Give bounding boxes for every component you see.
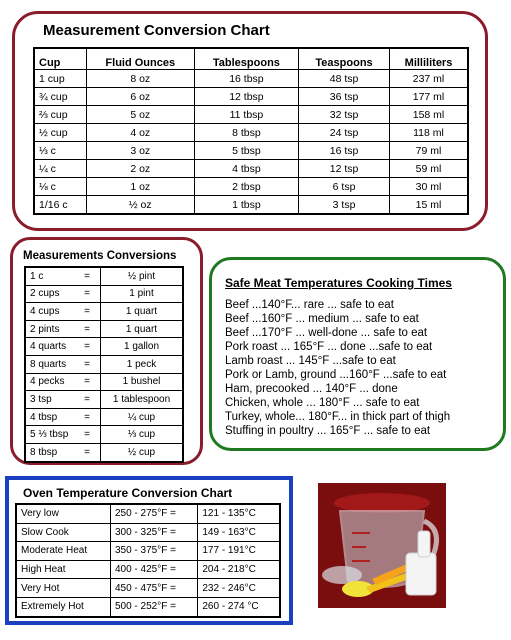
cell-to-amount: ½ cup xyxy=(101,443,184,461)
measurement-conversion-table xyxy=(33,47,469,215)
from-amount: 5 ⅓ tbsp xyxy=(30,429,69,441)
cell-tablespoons: 12 tbsp xyxy=(194,88,298,106)
cell-milliliters: 15 ml xyxy=(390,196,469,215)
cell-heat-level: High Heat xyxy=(16,560,110,579)
equals-sign: = xyxy=(84,323,90,335)
cell-teaspoons: 12 tsp xyxy=(299,160,390,178)
cell-celsius: 204 - 218°C xyxy=(198,560,280,579)
cell-heat-level: Moderate Heat xyxy=(16,542,110,561)
table-row xyxy=(25,391,183,409)
cell-tablespoons: 1 tbsp xyxy=(194,196,298,215)
cell-teaspoons: 48 tsp xyxy=(299,70,390,88)
equals-sign: = xyxy=(84,376,90,388)
cell-fluid-ounces: 8 oz xyxy=(86,70,194,88)
cell-from-amount xyxy=(25,267,101,285)
cell-fahrenheit: 350 - 375°F = xyxy=(110,542,197,561)
table-row xyxy=(34,106,468,124)
col-header-teaspoons: Teaspoons xyxy=(299,48,390,70)
from-amount: 8 tbsp xyxy=(30,446,58,458)
measurement-conversion-panel xyxy=(12,11,488,231)
table-row xyxy=(25,355,183,373)
table-row xyxy=(34,70,468,88)
list-item: Beef ...160°F ... medium ... safe to eat xyxy=(225,313,419,325)
from-amount: 1 c xyxy=(30,270,44,282)
cell-tablespoons: 8 tbsp xyxy=(194,124,298,142)
cell-fahrenheit: 250 - 275°F = xyxy=(110,504,197,523)
table-row xyxy=(34,124,468,142)
cell-cup: ¼ c xyxy=(34,160,86,178)
cell-cup: ⅛ c xyxy=(34,178,86,196)
cell-to-amount: 1 bushel xyxy=(101,373,184,391)
measurements-conversions-panel xyxy=(10,237,203,465)
cell-milliliters: 177 ml xyxy=(390,88,469,106)
cell-celsius: 232 - 246°C xyxy=(198,579,280,598)
table-row xyxy=(16,523,280,542)
cell-fahrenheit: 300 - 325°F = xyxy=(110,523,197,542)
cell-from-amount xyxy=(25,443,101,461)
col-header-cup: Cup xyxy=(34,48,86,70)
table-row xyxy=(25,267,183,285)
from-amount: 4 cups xyxy=(30,305,60,317)
cell-cup: ¾ cup xyxy=(34,88,86,106)
from-amount: 4 pecks xyxy=(30,376,65,388)
cell-milliliters: 158 ml xyxy=(390,106,469,124)
from-amount: 8 quarts xyxy=(30,358,67,370)
cell-milliliters: 237 ml xyxy=(390,70,469,88)
cell-tablespoons: 16 tbsp xyxy=(194,70,298,88)
cell-heat-level: Extremely Hot xyxy=(16,597,110,616)
cell-cup: ½ cup xyxy=(34,124,86,142)
col-header-milliliters: Milliliters xyxy=(390,48,469,70)
table-row xyxy=(34,196,468,215)
cell-from-amount xyxy=(25,426,101,444)
cell-celsius: 121 - 135°C xyxy=(198,504,280,523)
col-header-fluid-ounces: Fluid Ounces xyxy=(86,48,194,70)
cell-from-amount xyxy=(25,303,101,321)
table-row xyxy=(25,408,183,426)
table-row xyxy=(25,285,183,303)
measurement-chart-title: Measurement Conversion Chart xyxy=(43,22,270,39)
cell-fahrenheit: 400 - 425°F = xyxy=(110,560,197,579)
from-amount: 4 tbsp xyxy=(30,411,58,423)
equals-sign: = xyxy=(84,270,90,282)
cell-celsius: 177 - 191°C xyxy=(198,542,280,561)
from-amount: 4 quarts xyxy=(30,341,67,353)
cell-fluid-ounces: ½ oz xyxy=(86,196,194,215)
from-amount: 3 tsp xyxy=(30,393,52,405)
cell-to-amount: 1 quart xyxy=(101,303,184,321)
cell-fluid-ounces: 5 oz xyxy=(86,106,194,124)
equals-sign: = xyxy=(84,358,90,370)
equals-sign: = xyxy=(84,305,90,317)
table-row xyxy=(16,542,280,561)
cell-milliliters: 79 ml xyxy=(390,142,469,160)
cell-celsius: 149 - 163°C xyxy=(198,523,280,542)
table-row xyxy=(34,142,468,160)
list-item: Chicken, whole ... 180°F ... safe to eat xyxy=(225,397,420,409)
cell-tablespoons: 2 tbsp xyxy=(194,178,298,196)
measurements-conversions-table xyxy=(24,266,184,463)
equals-sign: = xyxy=(84,288,90,300)
cell-fluid-ounces: 6 oz xyxy=(86,88,194,106)
cell-fluid-ounces: 1 oz xyxy=(86,178,194,196)
table-row xyxy=(34,88,468,106)
cell-heat-level: Slow Cook xyxy=(16,523,110,542)
cell-from-amount xyxy=(25,338,101,356)
table-row xyxy=(25,338,183,356)
from-amount: 2 cups xyxy=(30,288,60,300)
cell-teaspoons: 24 tsp xyxy=(299,124,390,142)
oven-temperature-panel xyxy=(5,476,293,625)
equals-sign: = xyxy=(84,411,90,423)
cell-to-amount: 1 peck xyxy=(101,355,184,373)
equals-sign: = xyxy=(84,341,90,353)
cell-heat-level: Very low xyxy=(16,504,110,523)
cell-milliliters: 30 ml xyxy=(390,178,469,196)
cell-fluid-ounces: 3 oz xyxy=(86,142,194,160)
cell-fluid-ounces: 2 oz xyxy=(86,160,194,178)
measurements-conversions-title: Measurements Conversions xyxy=(23,250,177,262)
cell-teaspoons: 16 tsp xyxy=(299,142,390,160)
table-row xyxy=(34,160,468,178)
col-header-tablespoons: Tablespoons xyxy=(194,48,298,70)
cell-tablespoons: 11 tbsp xyxy=(194,106,298,124)
measuring-cup-illustration xyxy=(318,483,446,608)
oven-chart-title: Oven Temperature Conversion Chart xyxy=(23,486,233,500)
cell-cup: ⅔ cup xyxy=(34,106,86,124)
cell-to-amount: ⅓ cup xyxy=(101,426,184,444)
cell-from-amount xyxy=(25,285,101,303)
table-row xyxy=(34,178,468,196)
list-item: Lamb roast ... 145°F ...safe to eat xyxy=(225,355,396,367)
list-item: Beef ...140°F... rare ... safe to eat xyxy=(225,299,394,311)
cell-from-amount xyxy=(25,391,101,409)
list-item: Turkey, whole... 180°F... in thick part of thigh xyxy=(225,411,451,423)
cell-fahrenheit: 500 - 252°F = xyxy=(110,597,197,616)
cell-tablespoons: 5 tbsp xyxy=(194,142,298,160)
cell-milliliters: 59 ml xyxy=(390,160,469,178)
from-amount: 2 pints xyxy=(30,323,60,335)
cell-fluid-ounces: 4 oz xyxy=(86,124,194,142)
cell-milliliters: 118 ml xyxy=(390,124,469,142)
cell-heat-level: Very Hot xyxy=(16,579,110,598)
cell-tablespoons: 4 tbsp xyxy=(194,160,298,178)
table-header-row xyxy=(34,48,468,70)
equals-sign: = xyxy=(84,393,90,405)
list-item: Pork or Lamb, ground ...160°F ...safe to eat xyxy=(225,369,447,381)
cell-celsius: 260 - 274 °C xyxy=(198,597,280,616)
cell-cup: 1 cup xyxy=(34,70,86,88)
table-row xyxy=(25,373,183,391)
cell-teaspoons: 32 tsp xyxy=(299,106,390,124)
cell-to-amount: 1 pint xyxy=(101,285,184,303)
cell-from-amount xyxy=(25,373,101,391)
cell-to-amount: 1 quart xyxy=(101,320,184,338)
table-row xyxy=(16,579,280,598)
table-row xyxy=(25,443,183,461)
table-row xyxy=(25,320,183,338)
cell-to-amount: 1 tablespoon xyxy=(101,391,184,409)
meat-temperatures-title: Safe Meat Temperatures Cooking Times xyxy=(225,276,452,290)
table-row xyxy=(16,597,280,616)
table-row xyxy=(16,504,280,523)
cell-cup: ⅓ c xyxy=(34,142,86,160)
table-row xyxy=(25,426,183,444)
cell-fahrenheit: 450 - 475°F = xyxy=(110,579,197,598)
equals-sign: = xyxy=(84,446,90,458)
cell-to-amount: ¼ cup xyxy=(101,408,184,426)
list-item: Pork roast ... 165°F ... done ...safe to eat xyxy=(225,341,433,353)
cell-to-amount: 1 gallon xyxy=(101,338,184,356)
cell-from-amount xyxy=(25,320,101,338)
cell-teaspoons: 6 tsp xyxy=(299,178,390,196)
cell-from-amount xyxy=(25,408,101,426)
oven-temperature-table xyxy=(15,503,281,618)
list-item: Ham, precooked ... 140°F ... done xyxy=(225,383,398,395)
meat-temperatures-list xyxy=(225,298,450,438)
cell-from-amount xyxy=(25,355,101,373)
cell-to-amount: ½ pint xyxy=(101,267,184,285)
measuring-cup-photo xyxy=(318,483,446,608)
cell-cup: 1/16 c xyxy=(34,196,86,215)
table-row xyxy=(16,560,280,579)
cell-teaspoons: 36 tsp xyxy=(299,88,390,106)
equals-sign: = xyxy=(84,429,90,441)
list-item: Stuffing in poultry ... 165°F ... safe to eat xyxy=(225,425,431,437)
cell-teaspoons: 3 tsp xyxy=(299,196,390,215)
table-row xyxy=(25,303,183,321)
meat-temperatures-panel xyxy=(209,257,506,451)
list-item: Beef ...170°F ... well-done ... safe to eat xyxy=(225,327,428,339)
